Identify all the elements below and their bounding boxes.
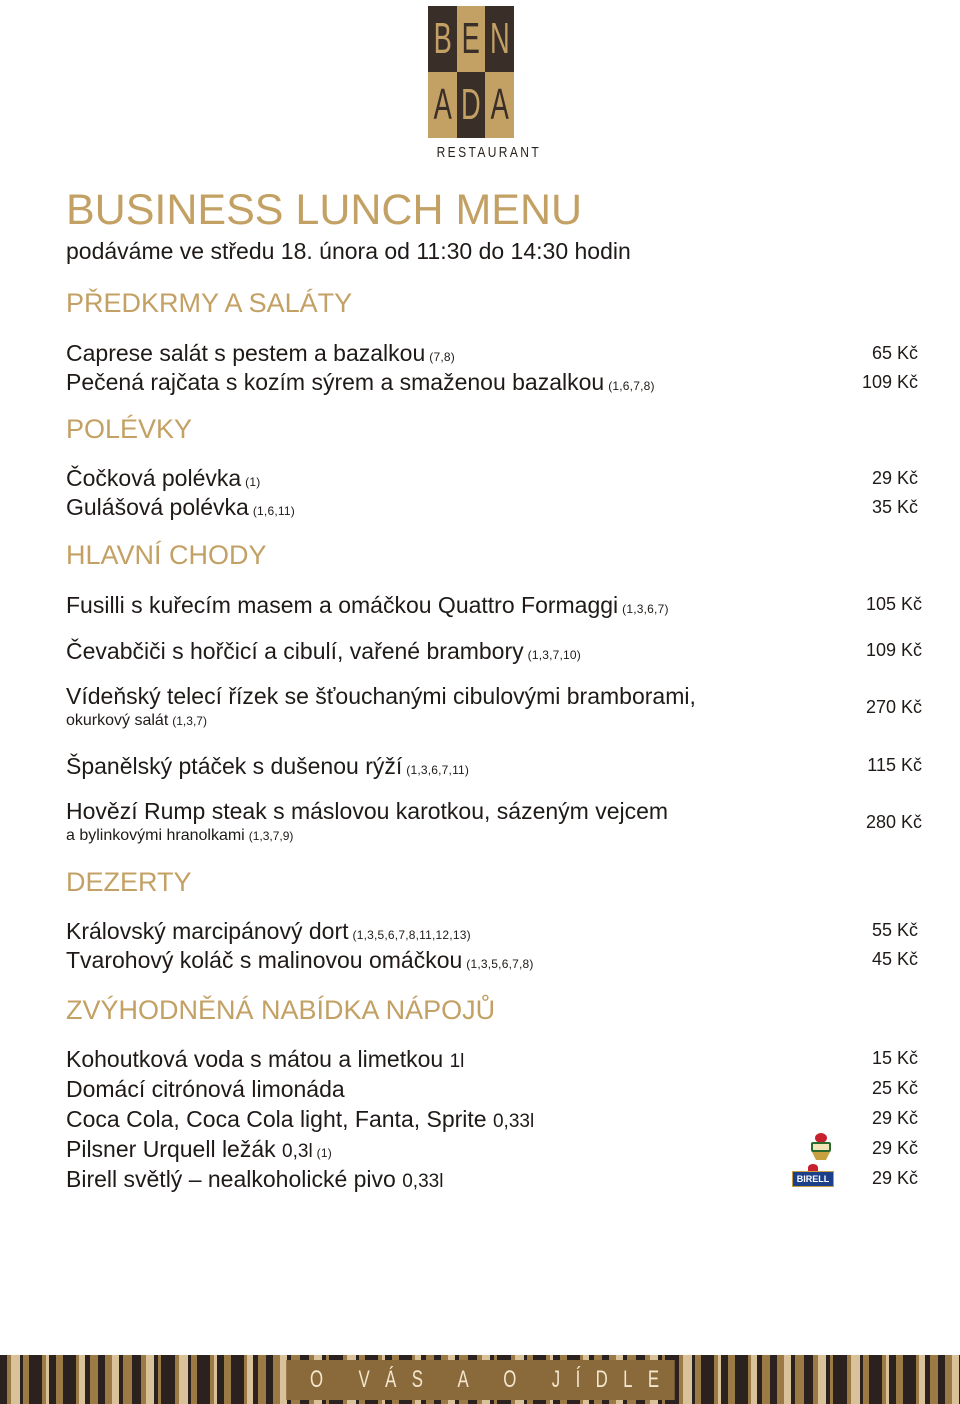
item-price: 55 Kč	[871, 920, 918, 940]
menu-item-subline	[66, 711, 207, 731]
section-title-desserts: DEZERTY	[66, 867, 192, 897]
menu-item	[66, 1135, 332, 1167]
item-name: Vídeňský telecí řízek se šťouchanými cibulovými bramborami,	[66, 683, 696, 709]
menu-item	[66, 917, 471, 949]
item-allergens: (1)	[245, 475, 261, 489]
item-name: Hovězí Rump steak s máslovou karotkou, sázeným vejcem	[66, 798, 669, 824]
item-name: Fusilli s kuřecím masem a omáčkou Quattro Formaggi	[66, 592, 619, 618]
item-price: 109 Kč	[861, 372, 918, 392]
menu-item	[66, 946, 534, 978]
item-unit: 1l	[449, 1051, 465, 1072]
item-name: Caprese salát s pestem a bazalkou	[66, 340, 426, 366]
menu-item	[66, 797, 668, 825]
item-name: Tvarohový koláč s malinovou omáčkou	[66, 947, 463, 973]
item-allergens: (1,6,11)	[252, 504, 295, 518]
menu-item	[66, 1075, 345, 1103]
item-name: Čevabčiči s hořčicí a cibulí, vařené brambory	[66, 638, 524, 664]
menu-item	[66, 682, 696, 710]
logo-cell	[485, 6, 514, 72]
logo-letter: D	[461, 80, 481, 129]
logo-letter: A	[433, 80, 452, 129]
menu-item	[66, 752, 469, 784]
item-allergens: (1,3,5,6,7,8)	[466, 957, 534, 971]
item-allergens: (1)	[316, 1146, 332, 1160]
item-name: Pilsner Urquell ležák	[66, 1136, 276, 1162]
logo-cell	[457, 6, 486, 72]
item-price: 25 Kč	[871, 1078, 918, 1098]
item-price: 35 Kč	[871, 497, 918, 517]
item-name: Coca Cola, Coca Cola light, Fanta, Sprite	[66, 1106, 487, 1132]
item-price: 105 Kč	[865, 594, 922, 614]
menu-item	[66, 339, 455, 371]
item-subtext: okurkový salát	[66, 712, 169, 729]
logo-cell	[457, 72, 486, 138]
item-allergens: (7,8)	[429, 350, 455, 364]
menu-item	[66, 1045, 464, 1076]
item-price: 109 Kč	[865, 640, 922, 660]
item-price: 65 Kč	[871, 343, 918, 363]
item-price: 29 Kč	[871, 1168, 918, 1188]
page-title: BUSINESS LUNCH MENU	[66, 186, 583, 234]
section-title-soups: POLÉVKY	[66, 414, 193, 444]
logo-grid	[428, 6, 514, 138]
item-price: 270 Kč	[865, 697, 922, 717]
item-name: Kohoutková voda s mátou a limetkou	[66, 1046, 444, 1072]
item-name: Domácí citrónová limonáda	[66, 1076, 345, 1102]
menu-item	[66, 1105, 534, 1136]
item-allergens: (1,3,5,6,7,8,11,12,13)	[352, 928, 471, 942]
menu-item	[66, 1165, 443, 1196]
logo-letter: E	[461, 14, 481, 63]
item-subtext: a bylinkovými hranolkami	[66, 827, 245, 844]
item-price: 45 Kč	[871, 949, 918, 969]
item-name: Čočková polévka	[66, 465, 242, 491]
logo-letter: A	[490, 80, 509, 129]
footer-label: O VÁS A O JÍDLE	[286, 1360, 674, 1400]
logo-cell	[428, 6, 457, 72]
item-name: Gulášová polévka	[66, 494, 249, 520]
item-price: 280 Kč	[865, 812, 922, 832]
menu-item	[66, 493, 295, 525]
item-allergens: (1,3,7,10)	[527, 648, 582, 662]
logo-cell	[428, 72, 457, 138]
item-price: 115 Kč	[867, 755, 922, 775]
item-price: 29 Kč	[871, 1108, 918, 1128]
item-name: Španělský ptáček s dušenou rýží	[66, 753, 403, 779]
item-price: 29 Kč	[871, 468, 918, 488]
restaurant-logo	[428, 6, 542, 166]
item-price: 15 Kč	[871, 1048, 918, 1068]
item-price: 29 Kč	[871, 1138, 918, 1158]
section-title-mains: HLAVNÍ CHODY	[66, 540, 267, 570]
logo-letter: B	[433, 14, 452, 63]
item-name: Birell světlý – nealkoholické pivo	[66, 1166, 396, 1192]
footer-label-wrap	[0, 1355, 960, 1404]
item-allergens: (1,3,6,7)	[622, 602, 669, 616]
item-allergens: (1,3,6,7,11)	[406, 763, 470, 777]
item-unit: 0,3l	[282, 1141, 313, 1162]
item-allergens: (1,3,7)	[172, 714, 207, 728]
menu-item	[66, 637, 581, 669]
menu-item	[66, 368, 655, 400]
section-title-drinks: ZVÝHODNĚNÁ NABÍDKA NÁPOJŮ	[66, 995, 496, 1025]
logo-subtitle: RESTAURANT	[436, 144, 542, 161]
item-allergens: (1,3,7,9)	[248, 829, 294, 843]
logo-letter: N	[489, 14, 510, 63]
item-unit: 0,33l	[492, 1111, 535, 1132]
item-name: Pečená rajčata s kozím sýrem a smaženou bazalkou	[66, 369, 605, 395]
birell-label: BIRELL	[792, 1171, 835, 1187]
item-unit: 0,33l	[402, 1171, 444, 1192]
footer-banner	[0, 1355, 960, 1404]
page-subtitle: podáváme ve středu 18. února od 11:30 do 14:30 hodin	[66, 238, 631, 264]
logo-cell	[485, 72, 514, 138]
menu-item	[66, 591, 669, 623]
section-title-starters: PŘEDKRMY A SALÁTY	[66, 288, 353, 318]
menu-item	[66, 464, 260, 496]
item-allergens: (1,6,7,8)	[608, 379, 655, 393]
item-name: Královský marcipánový dort	[66, 918, 349, 944]
menu-item-subline	[66, 826, 293, 846]
